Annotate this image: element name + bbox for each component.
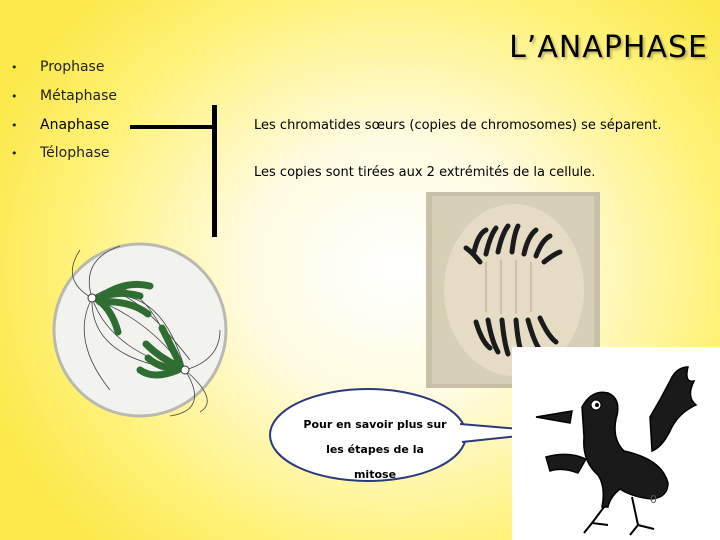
connector-line-vertical	[212, 105, 217, 237]
connector-line	[130, 125, 216, 129]
link-line-2: les étapes de la	[326, 443, 424, 456]
phase-nav	[0, 0, 240, 240]
link-line-3: mitose	[353, 468, 397, 481]
nav-label: Prophase	[40, 59, 105, 75]
anaphase-cell-diagram	[50, 240, 230, 420]
slide-title: L’ANAPHASE	[509, 30, 708, 65]
more-info-link[interactable]	[290, 412, 460, 487]
nav-label: Anaphase	[40, 117, 110, 133]
page-number: 0	[650, 493, 657, 506]
link-line-1: Pour en savoir plus sur	[303, 418, 447, 431]
bullet: •	[11, 60, 18, 74]
nav-label: Télophase	[40, 145, 110, 161]
nav-label: Métaphase	[40, 88, 118, 104]
crow-cartoon	[512, 347, 720, 540]
bullet: •	[11, 118, 18, 132]
description-separation: Les chromatides sœurs (copies de chromosomes) se séparent.	[254, 118, 662, 133]
bullet: •	[11, 146, 18, 160]
description-pulled: Les copies sont tirées aux 2 extrémités de la cellule.	[254, 165, 596, 180]
bullet: •	[11, 89, 18, 103]
